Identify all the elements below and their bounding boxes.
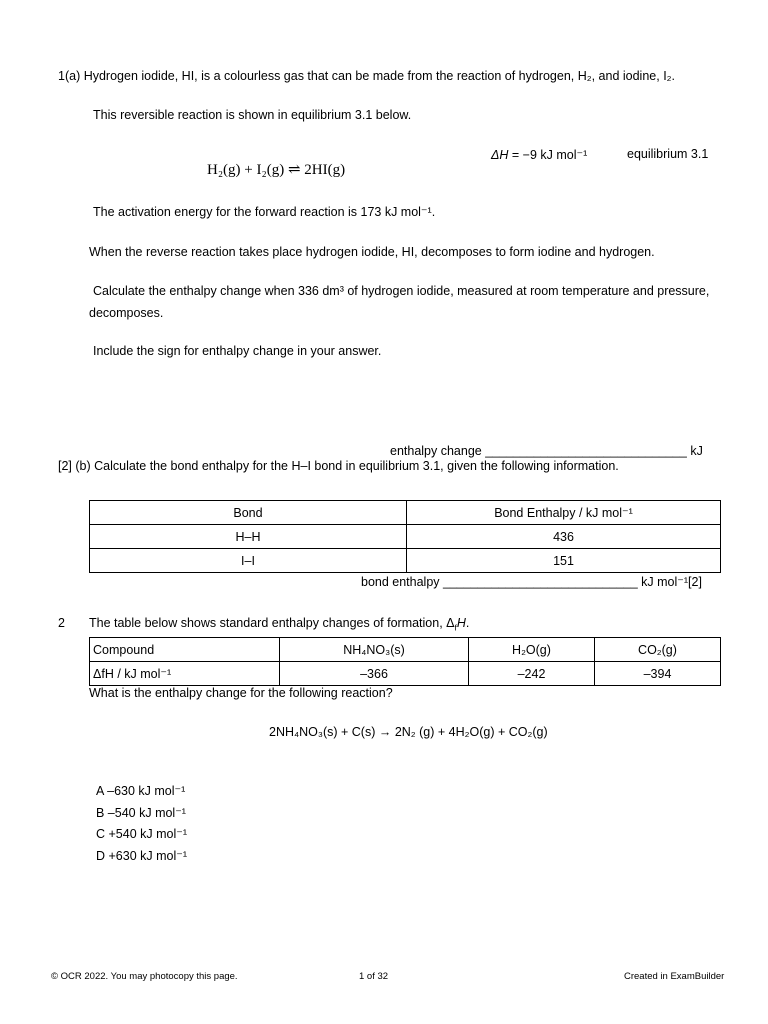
answer-blank[interactable]: _____________________________ [485, 444, 687, 458]
equilibrium-label: equilibrium 3.1 [627, 147, 709, 161]
footer-page-number: 1 of 32 [359, 971, 389, 982]
activation-energy-text: The activation energy for the forward reaction is 173 kJ mol⁻¹. [93, 205, 436, 219]
table-row [90, 549, 721, 573]
option-d[interactable]: D +630 kJ mol⁻¹ [96, 849, 188, 863]
answer-unit: kJ [690, 444, 703, 458]
option-c[interactable]: C +540 kJ mol⁻¹ [96, 827, 188, 841]
table-cell: H–H [90, 525, 407, 549]
table-cell: –394 [595, 662, 721, 686]
table-row [90, 525, 721, 549]
footer-created: Created in ExamBuilder [624, 971, 725, 982]
q2-question: What is the enthalpy change for the following reaction? [89, 686, 393, 700]
answer-label: bond enthalpy [361, 575, 440, 589]
table-cell: I–I [90, 549, 407, 573]
bond-enthalpy-table [89, 500, 721, 573]
q2-intro-h: H [456, 616, 466, 630]
table-cell: –242 [469, 662, 595, 686]
calculate-text-line1: Calculate the enthalpy change when 336 dm³ of hydrogen iodide, measured at room temperature and pressure, [93, 284, 710, 298]
table-header-co2: CO₂(g) [595, 638, 721, 662]
q2-intro-end: . [465, 616, 470, 630]
answer-unit: kJ mol⁻¹[2] [641, 575, 702, 589]
equation-h2-i2: H₂(g) + I₂(g) ⇌ 2HI(g) [207, 162, 346, 178]
option-b[interactable]: B –540 kJ mol⁻¹ [96, 806, 186, 820]
q1a-equilibrium-intro: This reversible reaction is shown in equilibrium 3.1 below. [93, 108, 412, 122]
enthalpy-formation-table [89, 637, 721, 686]
calculate-text-line2: decomposes. [89, 306, 164, 320]
table-header-bond-enthalpy: Bond Enthalpy / kJ mol⁻¹ [407, 501, 721, 525]
table-cell: –366 [280, 662, 469, 686]
include-sign-text: Include the sign for enthalpy change in your answer. [93, 344, 382, 358]
option-a[interactable]: A –630 kJ mol⁻¹ [96, 784, 186, 798]
table-header-compound: Compound [90, 638, 280, 662]
table-header-nh4no3: NH₄NO₃(s) [280, 638, 469, 662]
footer-copyright: © OCR 2022. You may photocopy this page. [51, 971, 238, 982]
reverse-reaction-text: When the reverse reaction takes place hydrogen iodide, HI, decomposes to form iodine and hydrogen. [89, 245, 655, 259]
q1b-text: [2] (b) Calculate the bond enthalpy for the H–I bond in equilibrium 3.1, given the following information. [58, 459, 619, 473]
q2-number: 2 [58, 616, 65, 630]
answer-blank[interactable]: ____________________________ [443, 575, 638, 589]
q2-intro [89, 616, 470, 633]
q1a-intro: 1(a) Hydrogen iodide, HI, is a colourless gas that can be made from the reaction of hydrogen, H₂, and iodine, I₂. [58, 69, 675, 83]
delta-h-symbol: ΔH [491, 148, 509, 162]
delta-h-value [491, 147, 587, 162]
q2-intro-text: The table below shows standard enthalpy changes of formation, Δ [89, 616, 455, 630]
q2-reaction: 2NH₄NO₃(s) + C(s) → 2N₂ (g) + 4H₂O(g) + CO₂(g) [269, 725, 548, 739]
table-header-bond: Bond [90, 501, 407, 525]
table-header-h2o: H₂O(g) [469, 638, 595, 662]
delta-h-number: = −9 kJ mol⁻¹ [508, 148, 588, 162]
table-row [90, 662, 721, 686]
answer-label: enthalpy change [390, 444, 482, 458]
table-row-label: ΔfH / kJ mol⁻¹ [90, 662, 280, 686]
table-cell: 436 [407, 525, 721, 549]
table-row [90, 638, 721, 662]
table-cell: 151 [407, 549, 721, 573]
q2-intro-subscript: f [454, 622, 457, 633]
enthalpy-change-answer-line [390, 444, 703, 458]
bond-enthalpy-answer-line [361, 574, 702, 589]
table-row [90, 501, 721, 525]
